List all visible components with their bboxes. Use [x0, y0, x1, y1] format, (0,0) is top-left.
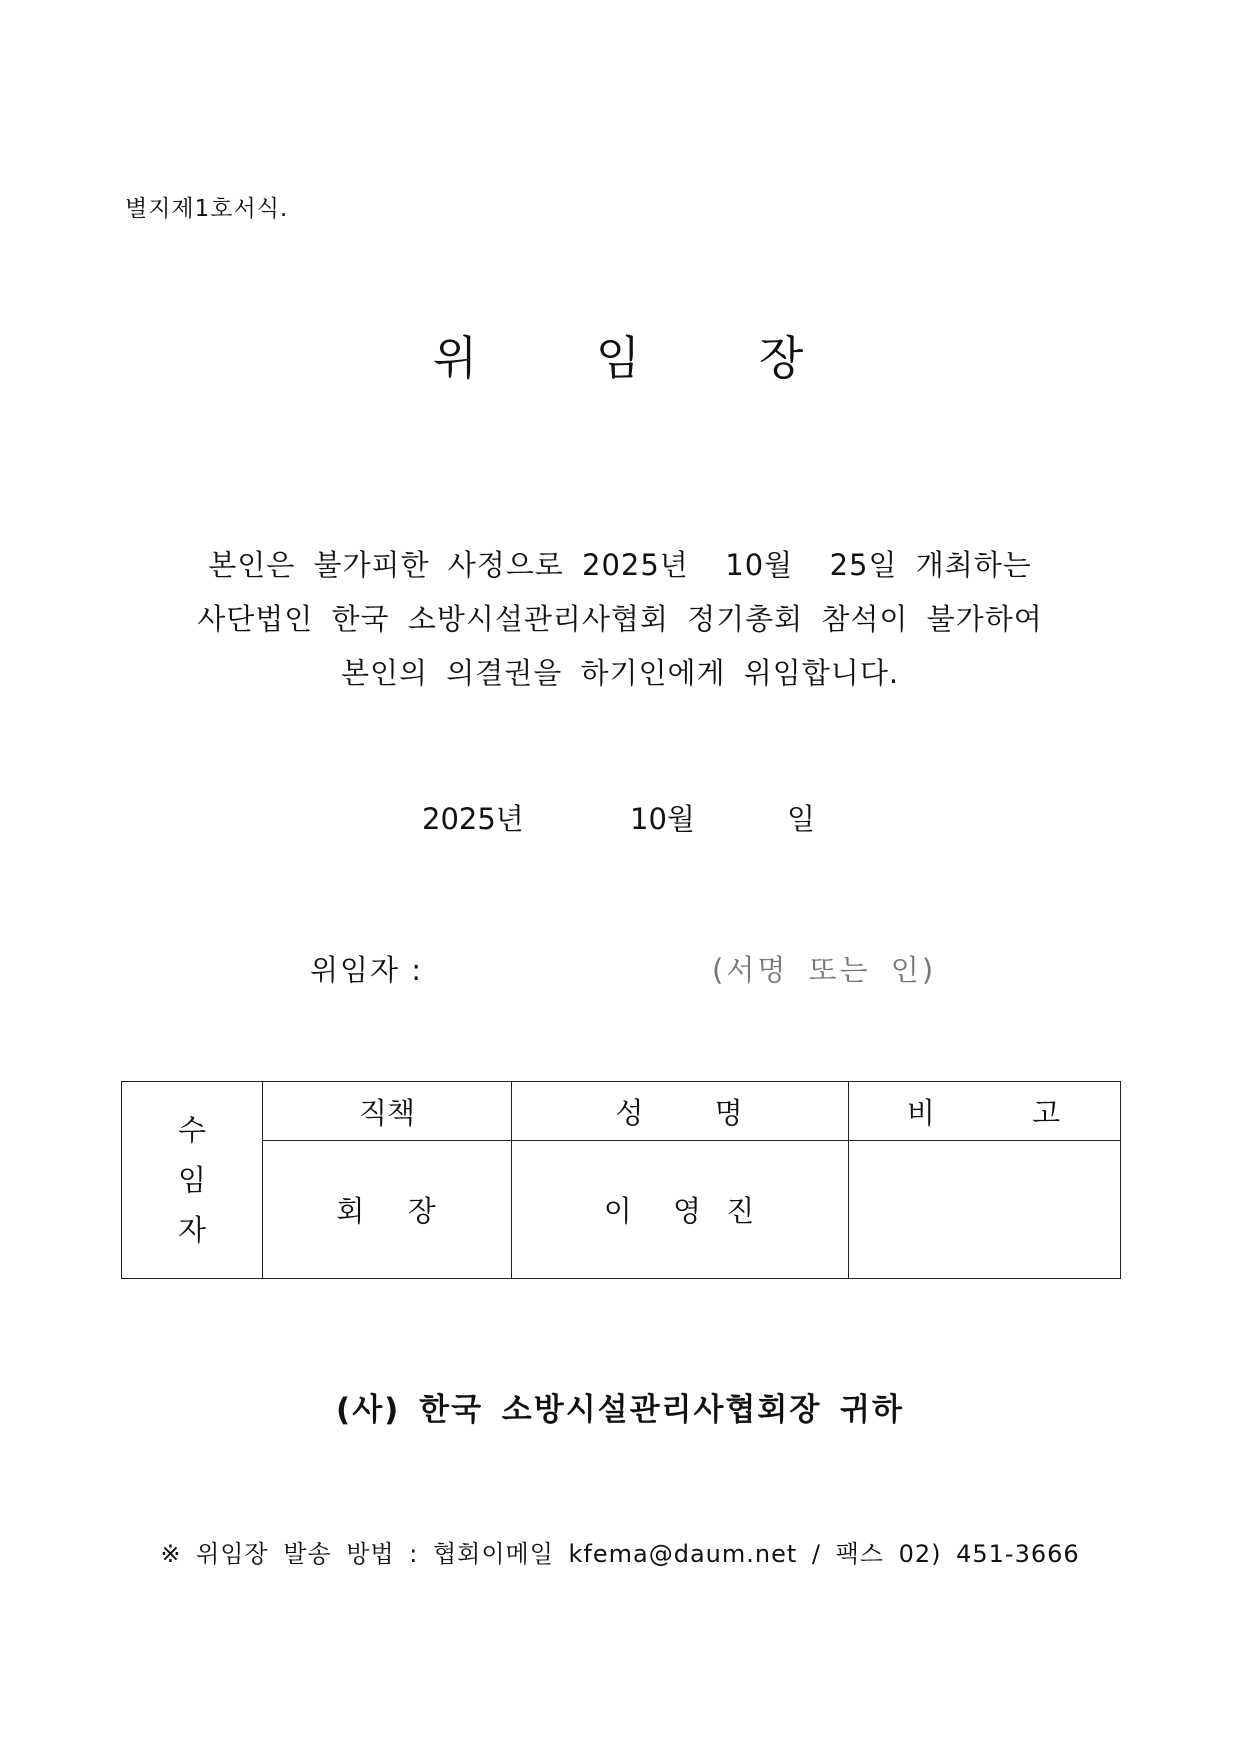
position-char: 회	[336, 1194, 367, 1228]
document-title	[0, 322, 1240, 388]
cell-remarks[interactable]	[849, 1141, 1121, 1279]
form-number: 별지제1호서식.	[125, 196, 289, 222]
date-month: 10월	[630, 802, 695, 836]
row-label-char: 임	[177, 1163, 206, 1197]
name-char: 영	[672, 1194, 703, 1228]
statement-line: 본인의 의결권을 하기인에게 위임합니다.	[340, 656, 900, 690]
delegator-label: 위임자 :	[310, 953, 424, 987]
cell-position	[263, 1141, 512, 1279]
header-position: 직책	[263, 1082, 512, 1141]
header-remarks	[849, 1082, 1121, 1141]
title-char: 임	[595, 331, 645, 385]
header-name-char: 성	[615, 1095, 646, 1130]
date-day: 일	[787, 802, 816, 836]
header-remarks-char: 고	[1032, 1095, 1063, 1130]
addressee: (사) 한국 소방시설관리사협회장 귀하	[336, 1392, 904, 1428]
statement-line: 본인은 불가피한 사정으로 2025년 10월 25일 개최하는	[208, 548, 1032, 582]
delegate-table	[121, 1081, 1121, 1279]
title-char: 위	[432, 331, 482, 385]
date-year: 2025년	[422, 802, 524, 836]
position-char: 장	[407, 1194, 438, 1228]
statement-line: 사단법인 한국 소방시설관리사협회 정기총회 참석이 불가하여	[197, 602, 1043, 636]
header-name-char: 명	[714, 1095, 745, 1130]
submission-note: ※ 위임장 발송 방법 : 협회이메일 kfema@daum.net / 팩스 02) 451-3666	[160, 1540, 1080, 1568]
name-char: 진	[726, 1194, 757, 1228]
row-label-char: 자	[177, 1213, 206, 1247]
name-char: 이	[603, 1194, 634, 1228]
cell-name	[512, 1141, 849, 1279]
delegation-statement	[0, 538, 1240, 700]
delegate-row-label	[122, 1082, 263, 1279]
title-char: 장	[758, 331, 808, 385]
header-name	[512, 1082, 849, 1141]
signature-hint: (서명 또는 인)	[712, 953, 937, 987]
row-label-char: 수	[177, 1113, 206, 1147]
header-remarks-char: 비	[906, 1095, 937, 1130]
